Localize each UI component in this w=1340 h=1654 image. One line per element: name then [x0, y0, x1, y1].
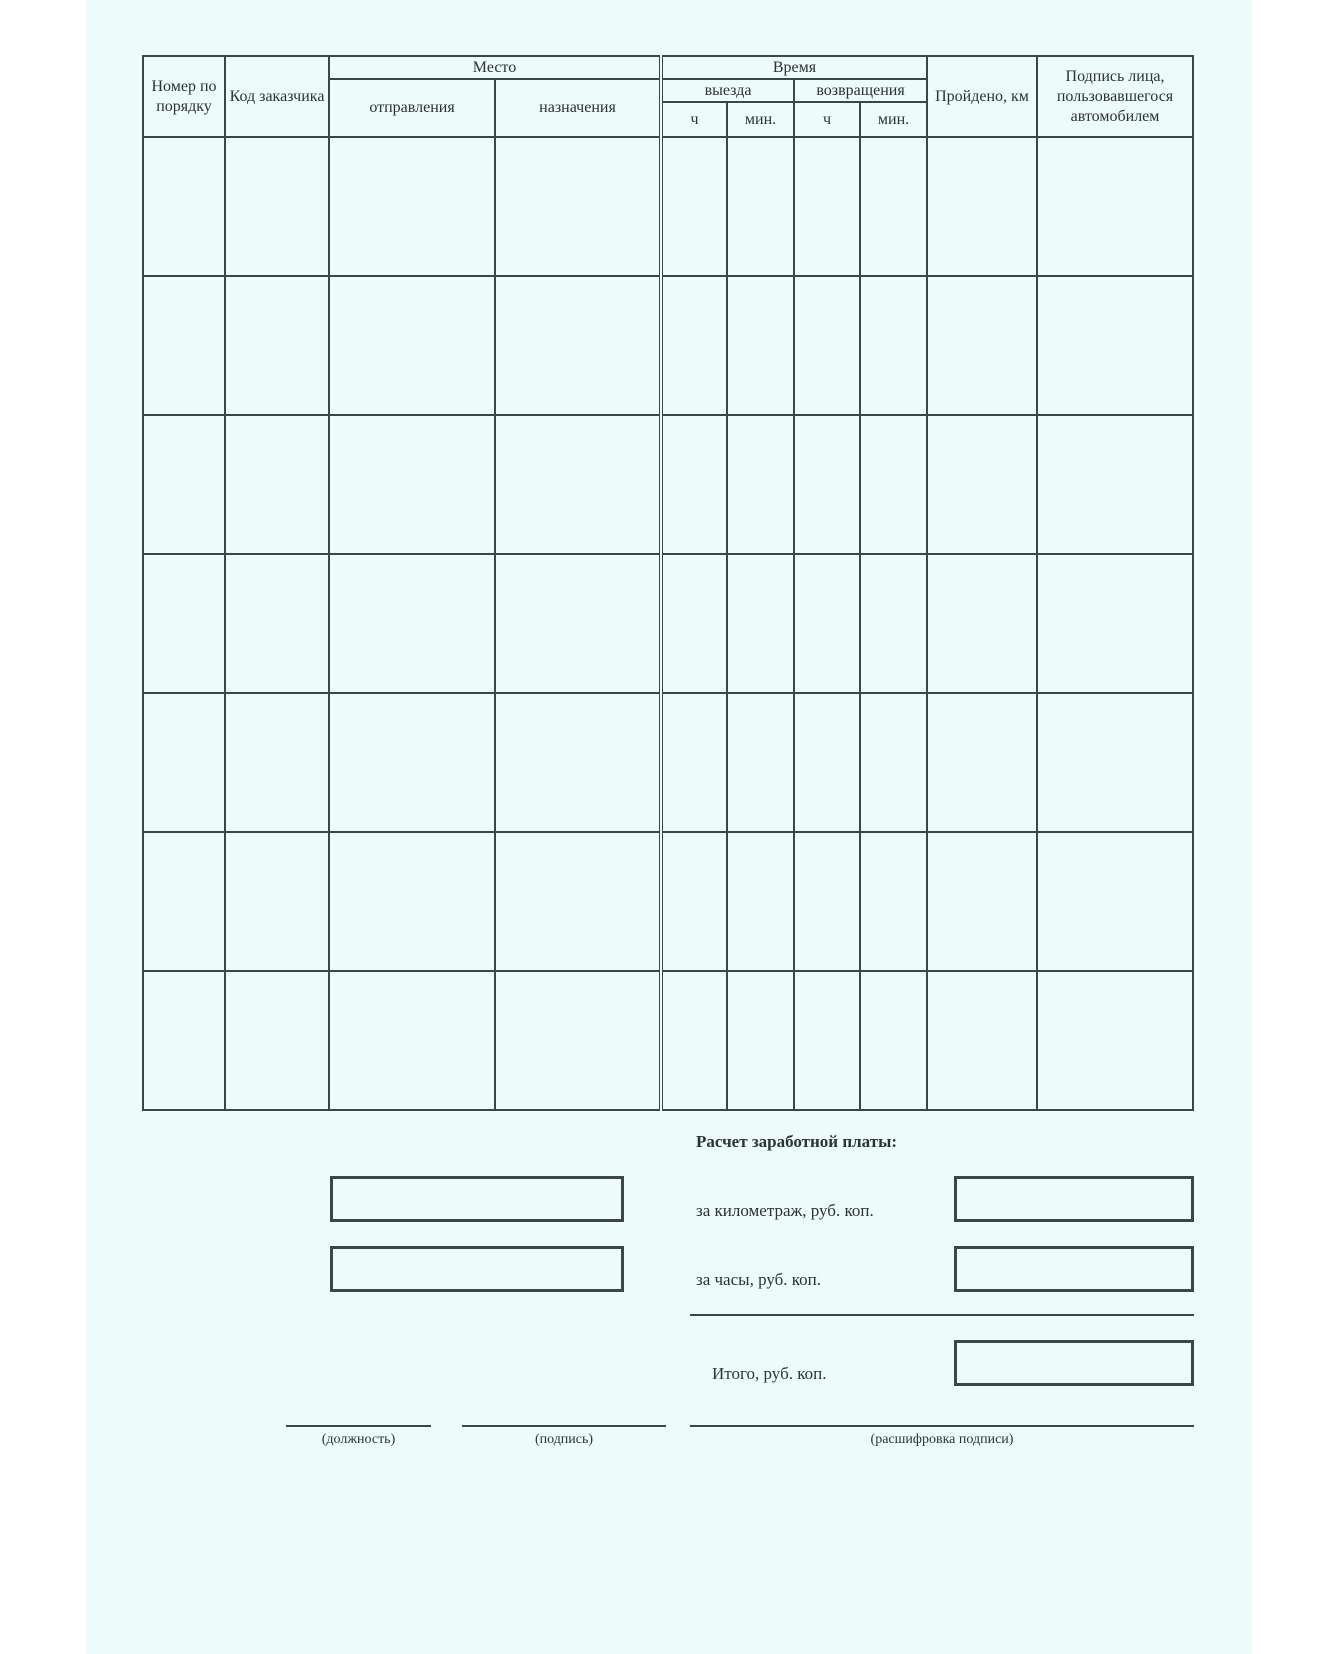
hours-field[interactable]	[954, 1246, 1194, 1292]
left-field-2[interactable]	[330, 1246, 624, 1292]
table-cell[interactable]	[495, 832, 661, 971]
table-cell[interactable]	[727, 415, 794, 554]
decoding-line[interactable]	[690, 1425, 1194, 1427]
table-cell[interactable]	[661, 693, 727, 832]
mileage-field[interactable]	[954, 1176, 1194, 1222]
table-cell[interactable]	[1037, 971, 1193, 1110]
table-cell[interactable]	[860, 276, 927, 415]
table-cell[interactable]	[794, 415, 860, 554]
table-cell[interactable]	[927, 276, 1037, 415]
table-row	[143, 832, 1193, 971]
left-field-1[interactable]	[330, 1176, 624, 1222]
table-cell[interactable]	[1037, 832, 1193, 971]
trip-log-table	[142, 55, 1194, 1111]
table-row	[143, 693, 1193, 832]
table-cell[interactable]	[860, 137, 927, 276]
header-time: Время	[661, 56, 927, 79]
header-distance: Пройдено, км	[927, 56, 1037, 137]
table-cell[interactable]	[495, 415, 661, 554]
position-line[interactable]	[286, 1425, 431, 1427]
table-cell[interactable]	[927, 693, 1037, 832]
table-cell[interactable]	[225, 137, 329, 276]
table-cell[interactable]	[727, 971, 794, 1110]
table-cell[interactable]	[794, 276, 860, 415]
table-cell[interactable]	[329, 971, 495, 1110]
table-cell[interactable]	[860, 832, 927, 971]
table-cell[interactable]	[329, 276, 495, 415]
table-row	[143, 554, 1193, 693]
table-cell[interactable]	[329, 137, 495, 276]
table-cell[interactable]	[1037, 137, 1193, 276]
position-caption: (должность)	[321, 1432, 396, 1447]
table-cell[interactable]	[794, 137, 860, 276]
table-cell[interactable]	[225, 832, 329, 971]
header-departure-hours: ч	[661, 102, 727, 137]
table-cell[interactable]	[794, 971, 860, 1110]
table-cell[interactable]	[661, 554, 727, 693]
table-cell[interactable]	[927, 554, 1037, 693]
total-field[interactable]	[954, 1340, 1194, 1386]
table-cell[interactable]	[329, 832, 495, 971]
table-cell[interactable]	[329, 415, 495, 554]
total-divider	[690, 1314, 1194, 1316]
hours-label: за часы, руб. коп.	[696, 1270, 822, 1289]
table-cell[interactable]	[1037, 415, 1193, 554]
table-cell[interactable]	[143, 832, 225, 971]
table-row	[143, 971, 1193, 1110]
table-cell[interactable]	[661, 415, 727, 554]
header-return-hours: ч	[794, 102, 860, 137]
table-cell[interactable]	[727, 832, 794, 971]
table-cell[interactable]	[661, 832, 727, 971]
salary-title: Расчет заработной платы:	[696, 1132, 898, 1151]
table-cell[interactable]	[225, 554, 329, 693]
table-cell[interactable]	[794, 554, 860, 693]
header-departure-minutes: мин.	[727, 102, 794, 137]
signature-caption: (подпись)	[534, 1432, 594, 1447]
table-cell[interactable]	[927, 137, 1037, 276]
form-page	[86, 0, 1252, 1654]
mileage-label: за километраж, руб. коп.	[696, 1201, 874, 1220]
table-cell[interactable]	[927, 832, 1037, 971]
table-cell[interactable]	[225, 415, 329, 554]
header-place-departure: отправления	[329, 79, 495, 137]
header-customer-code: Код заказчика	[225, 56, 329, 137]
header-number: Номер по порядку	[143, 56, 225, 137]
table-cell[interactable]	[495, 137, 661, 276]
table-row	[143, 137, 1193, 276]
table-cell[interactable]	[225, 693, 329, 832]
table-cell[interactable]	[143, 693, 225, 832]
table-cell[interactable]	[225, 971, 329, 1110]
table-cell[interactable]	[143, 276, 225, 415]
table-row	[143, 276, 1193, 415]
table-cell[interactable]	[1037, 693, 1193, 832]
table-cell[interactable]	[143, 971, 225, 1110]
table-cell[interactable]	[727, 137, 794, 276]
table-row	[143, 415, 1193, 554]
table-cell[interactable]	[661, 971, 727, 1110]
table-cell[interactable]	[727, 276, 794, 415]
header-return-minutes: мин.	[860, 102, 927, 137]
total-label: Итого, руб. коп.	[712, 1364, 827, 1383]
table-cell[interactable]	[661, 276, 727, 415]
header-signature: Подпись лица, пользовавшегося автомобилем	[1037, 56, 1193, 137]
table-cell[interactable]	[860, 554, 927, 693]
signature-line[interactable]	[462, 1425, 666, 1427]
table-cell[interactable]	[794, 832, 860, 971]
header-time-departure: выезда	[661, 79, 794, 102]
header-place: Место	[329, 56, 661, 79]
table-cell[interactable]	[1037, 554, 1193, 693]
table-cell[interactable]	[143, 137, 225, 276]
table-cell[interactable]	[495, 276, 661, 415]
table-cell[interactable]	[860, 415, 927, 554]
table-cell[interactable]	[495, 971, 661, 1110]
table-cell[interactable]	[495, 554, 661, 693]
table-cell[interactable]	[143, 415, 225, 554]
table-cell[interactable]	[794, 693, 860, 832]
table-cell[interactable]	[661, 137, 727, 276]
table-cell[interactable]	[225, 276, 329, 415]
table-cell[interactable]	[860, 971, 927, 1110]
decoding-caption: (расшифровка подписи)	[870, 1432, 1014, 1447]
header-place-destination: назначения	[495, 79, 661, 137]
table-cell[interactable]	[329, 693, 495, 832]
table-cell[interactable]	[329, 554, 495, 693]
table-cell[interactable]	[1037, 276, 1193, 415]
table-cell[interactable]	[927, 415, 1037, 554]
table-cell[interactable]	[495, 693, 661, 832]
table-cell[interactable]	[860, 693, 927, 832]
table-cell[interactable]	[927, 971, 1037, 1110]
header-time-return: возвращения	[794, 79, 927, 102]
table-cell[interactable]	[143, 554, 225, 693]
table-cell[interactable]	[727, 693, 794, 832]
table-cell[interactable]	[727, 554, 794, 693]
